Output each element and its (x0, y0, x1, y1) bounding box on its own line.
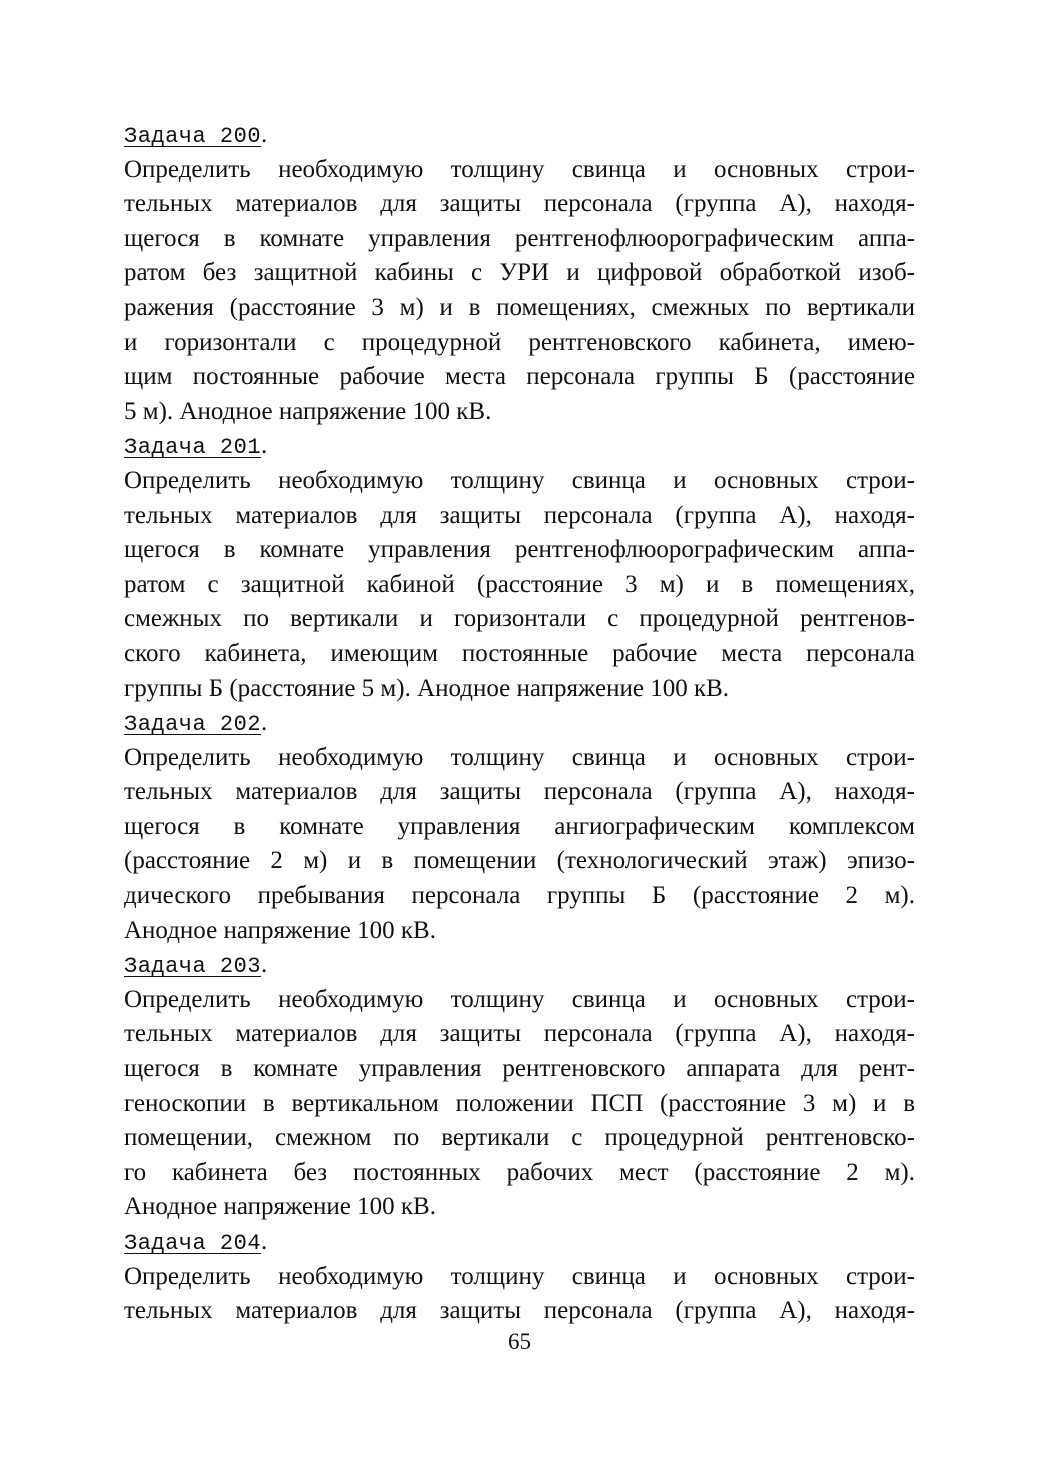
text-line: дического пребывания персонала группы Б (расстояние 2 м). (124, 882, 915, 910)
page-number: 65 (508, 1329, 531, 1354)
problem-title: Задача 203 (124, 954, 262, 980)
text-line: Определить необходимую толщину свинца и основных строи- (124, 985, 915, 1013)
page-body (124, 118, 915, 1329)
text-line: (расстояние 2 м) и в помещении (технологический этаж) эпизо- (124, 847, 915, 875)
heading-period: . (261, 432, 268, 460)
problem-heading (124, 429, 915, 464)
problem-title: Задача 200 (124, 124, 262, 149)
problem-title: Задача 201 (124, 435, 262, 461)
text-line: го кабинета без постоянных рабочих мест (расстояние 2 м). (124, 1158, 915, 1186)
problem-title: Задача 204 (124, 1231, 262, 1256)
text-line: ского кабинета, имеющим постоянные рабочие места персонала (124, 639, 915, 667)
text-line: геноскопии в вертикальном положении ПСП (расстояние 3 м) и в (124, 1089, 915, 1117)
heading-period: . (261, 951, 268, 979)
text-line: щегося в комнате управления рентгенофлюорографическим аппа- (124, 224, 915, 252)
text-line: ратом с защитной кабиной (расстояние 3 м) и в помещениях, (124, 570, 915, 598)
text-line: щегося в комнате управления рентгеновского аппарата для рент- (124, 1055, 915, 1083)
text-line: щегося в комнате управления ангиографическим комплексом (124, 812, 915, 840)
text-line: помещении, смежном по вертикали с процедурной рентгеновско- (124, 1124, 915, 1152)
problem-heading (124, 706, 915, 741)
text-line: щим постоянные рабочие места персонала группы Б (расстояние (124, 363, 915, 391)
text-line: группы Б (расстояние 5 м). Анодное напряжение 100 кВ. (124, 674, 730, 702)
text-line: смежных по вертикали и горизонтали с процедурной рентгенов- (124, 605, 915, 633)
heading-period: . (261, 121, 268, 148)
problem-heading (124, 948, 915, 983)
text-line: ражения (расстояние 3 м) и в помещениях, смежных по вертикали (124, 293, 915, 321)
heading-period: . (261, 1228, 268, 1255)
problem-title: Задача 202 (124, 712, 262, 738)
text-line: Определить необходимую толщину свинца и основных строи- (124, 743, 915, 771)
text-line: тельных материалов для защиты персонала (группа А), находя- (124, 1297, 915, 1325)
text-line: Определить необходимую толщину свинца и основных строи- (124, 1262, 915, 1290)
text-line: тельных материалов для защиты персонала (группа А), находя- (124, 778, 915, 806)
text-line: тельных материалов для защиты персонала (группа А), находя- (124, 1020, 915, 1048)
text-line: щегося в комнате управления рентгенофлюорографическим аппа- (124, 536, 915, 564)
text-line: тельных материалов для защиты персонала (группа А), находя- (124, 190, 915, 218)
text-line: тельных материалов для защиты персонала (группа А), находя- (124, 501, 915, 529)
text-line: 5 м). Анодное напряжение 100 кВ. (124, 397, 492, 425)
text-line: ратом без защитной кабины с УРИ и цифровой обработкой изоб- (124, 259, 915, 287)
text-line: Определить необходимую толщину свинца и основных строи- (124, 155, 915, 183)
heading-period: . (261, 709, 268, 737)
text-line: и горизонтали с процедурной рентгеновского кабинета, имею- (124, 328, 915, 356)
text-line: Определить необходимую толщину свинца и основных строи- (124, 466, 915, 494)
problem-heading (124, 118, 915, 153)
problem-heading (124, 1225, 915, 1260)
text-line: Анодное напряжение 100 кВ. (124, 916, 436, 944)
text-line: Анодное напряжение 100 кВ. (124, 1193, 436, 1221)
